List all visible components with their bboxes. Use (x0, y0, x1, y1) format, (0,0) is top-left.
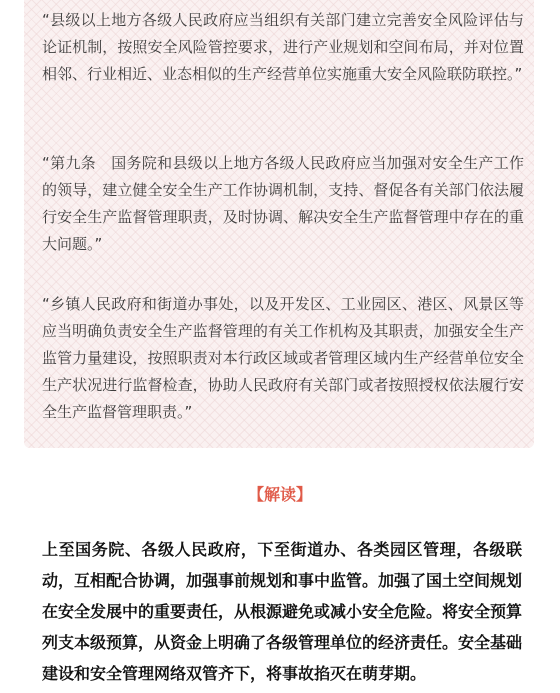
interpretation-paragraph: 上至国务院、各级人民政府，下至街道办、各类园区管理，各级联动，互相配合协调，加强事前规划和事中监管。加强了国土空间规划在安全发展中的重要责任，从根源避免或减小安全危险。将安全预算列支本级预算，从资金上明确了各级管理单位的经济责任。安全基础建设和安全管理网络双管齐下，将事故掐灭在萌芽期。 (42, 540, 523, 683)
interpretation-heading: 【解读】 (247, 485, 312, 504)
quote-paragraph-3: “乡镇人民政府和街道办事处，以及开发区、工业园区、港区、风景区等应当明确负责安全生产监督管理的有关工作机构及其职责，加强安全生产监管力量建设，按照职责对本行政区域或者管理区域内生产经营单位安全生产状况进行监督检查，协助人民政府有关部门或者按照授权依法履行安全生产监督管理职责。” (42, 295, 524, 421)
quote-paragraph-1: “县级以上地方各级人民政府应当组织有关部门建立完善安全风险评估与论证机制，按照安全风险管控要求，进行产业规划和空间布局，并对位置相邻、行业相近、业态相似的生产经营单位实施重大安全风险联防联控。” (42, 11, 524, 83)
quote-paragraph-2: “第九条 国务院和县级以上地方各级人民政府应当加强对安全生产工作的领导，建立健全安全生产工作协调机制，支持、督促各有关部门依法履行安全生产监督管理职责，及时协调、解决安全生产监督管理中存在的重大问题。” (42, 154, 524, 253)
